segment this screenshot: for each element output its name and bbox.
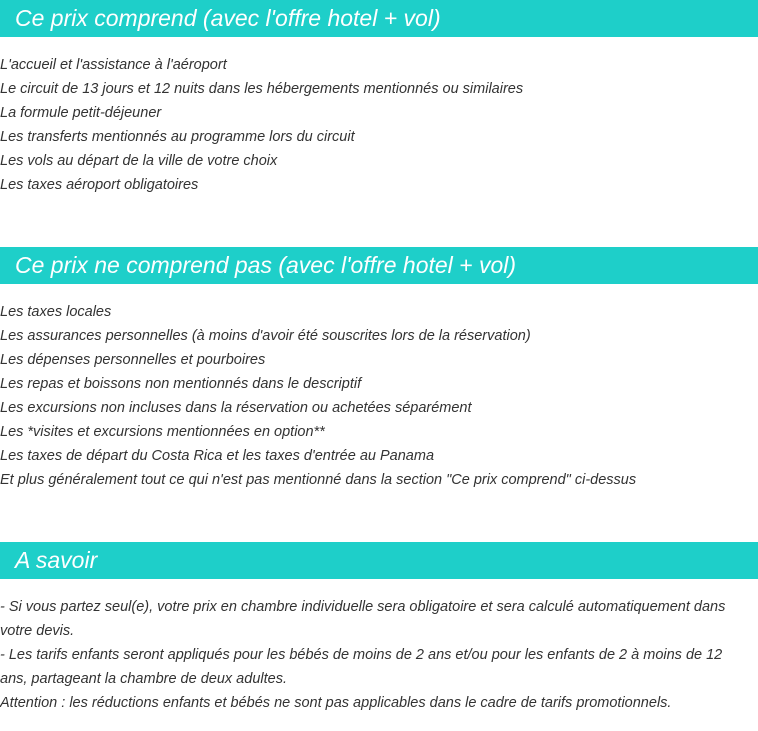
list-item: L'accueil et l'assistance à l'aéroport [0, 57, 227, 73]
section-title-a-savoir: A savoir [0, 542, 758, 579]
list-item: Les excursions non incluses dans la réservation ou achetées séparément [0, 400, 472, 416]
list-item: Les taxes de départ du Costa Rica et les taxes d'entrée au Panama [0, 448, 435, 464]
list-item: Les vols au départ de la ville de votre choix [0, 153, 278, 169]
list-item: Les transferts mentionnés au programme lors du circuit [0, 129, 355, 145]
not-included-list [0, 300, 758, 492]
list-item: Les taxes aéroport obligatoires [0, 177, 199, 193]
included-list [0, 53, 758, 197]
section-title-not-included: Ce prix ne comprend pas (avec l'offre hotel + vol) [0, 247, 758, 284]
list-item: - Les tarifs enfants seront appliqués pour les bébés de moins de 2 ans et/ou pour les enfants de 2 à moins de 12 ans, partageant la chambre de deux adultes. [0, 647, 723, 687]
list-item: Les dépenses personnelles et pourboires [0, 352, 266, 368]
list-item: Les *visites et excursions mentionnées en option** [0, 424, 325, 440]
list-item: Attention : les réductions enfants et bébés ne sont pas applicables dans le cadre de tarifs promotionnels. [0, 695, 672, 711]
list-item: Et plus généralement tout ce qui n'est pas mentionné dans la section "Ce prix comprend" ci-dessus [0, 472, 637, 488]
list-item: Les taxes locales [0, 304, 112, 320]
section-title-included: Ce prix comprend (avec l'offre hotel + vol) [0, 0, 758, 37]
list-item: Le circuit de 13 jours et 12 nuits dans les hébergements mentionnés ou similaires [0, 81, 524, 97]
a-savoir-list [0, 595, 758, 715]
list-item: Les assurances personnelles (à moins d'avoir été souscrites lors de la réservation) [0, 328, 531, 344]
list-item: - Si vous partez seul(e), votre prix en chambre individuelle sera obligatoire et sera calculé automatiquement dans votre devis. [0, 599, 726, 639]
list-item: Les repas et boissons non mentionnés dans le descriptif [0, 376, 362, 392]
list-item: La formule petit-déjeuner [0, 105, 162, 121]
